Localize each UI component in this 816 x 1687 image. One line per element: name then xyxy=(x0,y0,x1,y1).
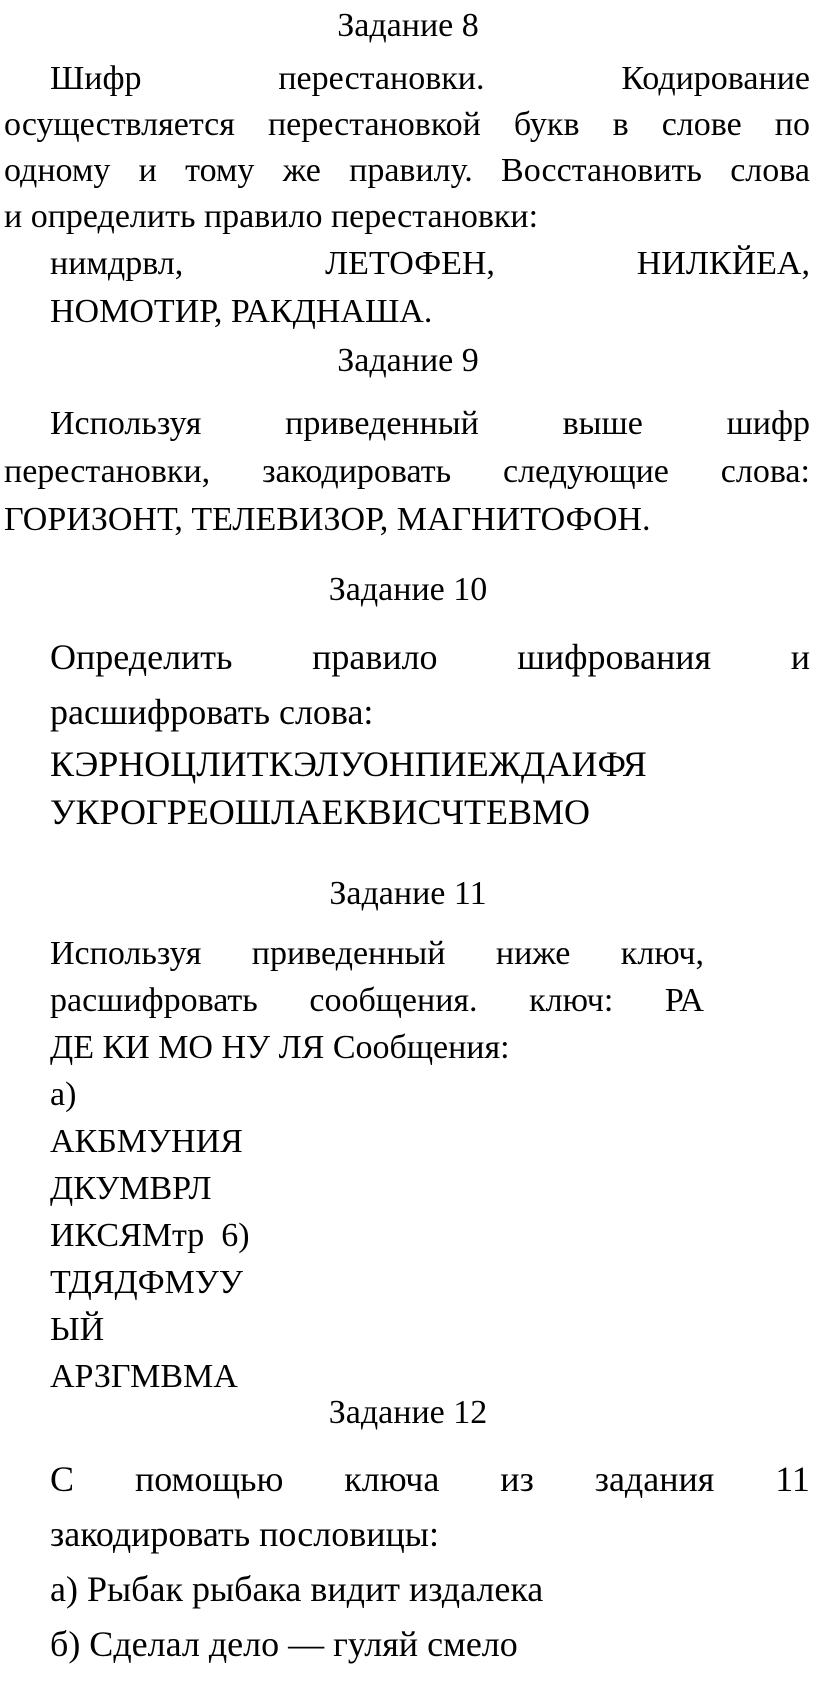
task-11-message-5: ЫЙ xyxy=(50,1311,105,1348)
task-10-text xyxy=(50,630,810,836)
task-8-words-line-1: нимдрвл, ЛЕТОФЕН, НИЛКЙЕА, xyxy=(50,245,810,282)
task-9-line-2: перестановки, закодировать следующие слова: xyxy=(4,453,810,490)
task-8-text xyxy=(4,56,810,240)
task-12-proverb-a: а) Рыбак рыбака видит издалека xyxy=(50,1569,544,1609)
task-11-line-3: ДЕ КИ МО НУ ЛЯ Сообщения: xyxy=(50,1029,510,1066)
task-12-heading: Задание 12 xyxy=(328,1394,488,1431)
task-8-words xyxy=(50,240,810,336)
task-10-cipher-2: УКРОГРЕОШЛАЕКВИСЧТЕВМО xyxy=(50,792,591,832)
task-12-line-1: С помощью ключа из задания 11 xyxy=(50,1459,810,1499)
task-11-message-1: АКБМУНИЯ xyxy=(50,1123,243,1160)
task-9-line-1: Используя приведенный выше шифр xyxy=(50,405,810,442)
task-12-text xyxy=(50,1452,810,1672)
task-11-message-4: ТДЯДФМУУ xyxy=(50,1264,243,1301)
task-11-line-1: Используя приведенный ниже ключ, xyxy=(50,935,704,972)
task-10-heading: Задание 10 xyxy=(328,571,488,608)
task-11-message-2: ДКУМВРЛ xyxy=(50,1170,212,1207)
task-8-line-1: Шифр перестановки. Кодирование xyxy=(50,60,810,97)
task-8-heading: Задание 8 xyxy=(337,7,479,44)
task-10-cipher-1: КЭРНОЦЛИТКЭЛУОНПИЕЖДАИФЯ xyxy=(50,744,647,784)
task-11-line-4: а) xyxy=(50,1076,77,1113)
task-9-line-3: ГОРИЗОНТ, ТЕЛЕВИЗОР, МАГНИТОФОН. xyxy=(4,501,651,538)
task-8-line-3: одному и тому же правилу. Восстановить слова xyxy=(4,152,810,189)
task-8-line-2: осуществляется перестановкой букв в слове по xyxy=(4,106,810,143)
task-10-line-2: расшифровать слова: xyxy=(50,692,374,732)
task-12-proverb-b: б) Сделал дело — гуляй смело xyxy=(50,1624,518,1664)
task-9-heading: Задание 9 xyxy=(337,342,479,379)
task-11-message-6: АРЗГМВМА xyxy=(50,1358,238,1395)
task-11-message-3: ИКСЯМтр 6) xyxy=(50,1217,250,1254)
task-10-line-1: Определить правило шифрования и xyxy=(50,637,810,677)
task-11-heading: Задание 11 xyxy=(329,875,487,912)
task-11-text xyxy=(50,930,704,1400)
task-12-line-2: закодировать пословицы: xyxy=(50,1514,439,1554)
task-9-text xyxy=(4,400,810,544)
task-8-words-line-2: НОМОТИР, РАКДНАША. xyxy=(50,293,433,330)
task-8-line-4: и определить правило перестановки: xyxy=(4,198,539,235)
task-11-line-2: расшифровать сообщения. ключ: РА xyxy=(50,982,704,1019)
